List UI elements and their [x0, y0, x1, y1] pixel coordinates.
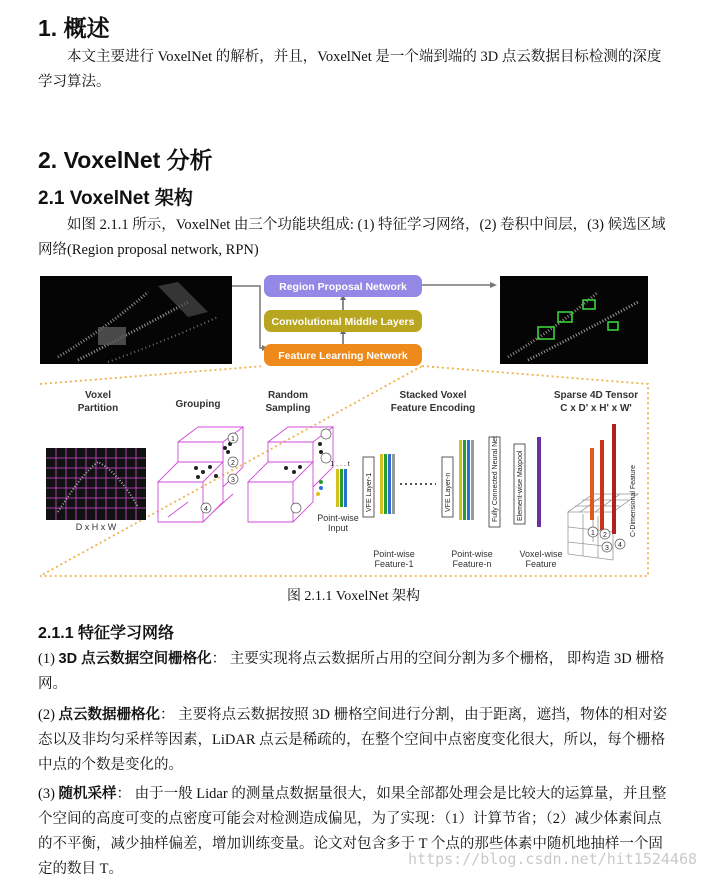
stage-grouping-label: Grouping [175, 399, 221, 410]
overview-paragraph: 本文主要进行 VoxelNet 的解析，并且，VoxelNet 是一个端到端的 3D 点云数据目标检测的深度学习算法。 [38, 49, 662, 90]
fcn-label: Fully Connected Neural Net [492, 436, 499, 522]
grouping-badge-3: 3 [231, 477, 235, 484]
stage-partition-label: Partition [77, 403, 119, 414]
vfe-layer-1-label: VFE Layer-1 [366, 472, 373, 512]
vwf-label-1: Voxel-wise [519, 549, 563, 559]
stage-random-label: Random [268, 390, 308, 401]
item-1-text: 主要实现将点云数据所占用的空间分割为多个栅格， 即构造 3D 栅格网。 [38, 651, 665, 692]
figure-caption: 图 2.1.1 VoxelNet 架构 [286, 589, 421, 604]
grouping-badge-1: 1 [231, 436, 235, 443]
item-2-num: (2) [38, 707, 55, 723]
cml-label: Convolutional Middle Layers [271, 316, 415, 328]
maxpool-label: Element-wise Maxpool [517, 450, 524, 521]
pointwise-input-label-1: Point-wise [317, 513, 359, 523]
voxelnet-architecture-figure [38, 272, 650, 578]
item-2-term: 点云数据栅格化 [58, 707, 161, 723]
tensor-badge-3: 3 [605, 545, 609, 552]
pointwise-feature-n-bars [459, 440, 474, 520]
architecture-paragraph: 如图 2.1.1 所示，VoxelNet 由三个功能块组成: (1) 特征学习网络，(2) 卷积中间层，(3) 候选区域网络(Region proposal network, RPN) [38, 217, 666, 258]
pwfn-label-1: Point-wise [451, 549, 493, 559]
heading-architecture: 2.1 VoxelNet 架构 [38, 188, 193, 209]
pwfn-label-2: Feature-n [452, 559, 492, 569]
item-1-sep: ： [211, 651, 227, 667]
dots-label: 1 . . . t [330, 461, 350, 468]
tensor-badge-4: 4 [618, 542, 622, 549]
grouping-badge-4: 4 [204, 506, 208, 513]
stage-svfe-label-1: Stacked Voxel [399, 390, 467, 401]
item-3-num: (3) [38, 786, 55, 802]
vfe-layer-n-label: VFE Layer-n [445, 472, 452, 512]
item-1 [38, 647, 668, 697]
vwf-label-2: Feature [525, 559, 557, 569]
item-1-term: 3D 点云数据空间栅格化 [58, 651, 212, 667]
tensor-bar-orange [590, 448, 594, 520]
stage-voxel-label: Voxel [85, 390, 111, 401]
watermark: https://blog.csdn.net/hit1524468 [408, 850, 697, 868]
arrow-input-to-fln [232, 286, 266, 348]
tensor-bar-red [600, 440, 604, 530]
pwf1-label-1: Point-wise [373, 549, 415, 559]
voxelwise-feature-bar [537, 437, 541, 527]
item-3-text: 由于一般 Lidar 的测量点数据量很大，如果全部都处理会是比较大的运算量，并且整个空间的高度可变的点密度可能会对检测造成偏见，为了实现：（1）计算节省；（2）减少体素间点的不平衡，减少抽样偏差，增加训练变量。论文对包含多于 T 个点的那些体素中随机地抽样一个固定的数目 T。 [38, 786, 667, 877]
pwf1-label-2: Feature-1 [374, 559, 414, 569]
fln-label: Feature Learning Network [278, 350, 408, 362]
grouping-badges [201, 433, 238, 513]
input-point-cloud-image [40, 276, 232, 364]
pointwise-input-label-2: Input [327, 523, 349, 533]
pointwise-feature-1-bars [380, 454, 395, 514]
tensor-bar-dark [612, 424, 616, 534]
stage-sampling-label: Sampling [265, 403, 311, 414]
heading-analysis: 2. VoxelNet 分析 [38, 147, 213, 173]
tensor-badge-1: 1 [591, 530, 595, 537]
stage-sparse-label-2: C x D' x H' x W' [560, 403, 632, 414]
item-2 [38, 703, 668, 778]
heading-feature-learning: 2.1.1 特征学习网络 [38, 625, 175, 642]
item-3-term: 随机采样 [58, 786, 117, 802]
item-1-num: (1) [38, 651, 55, 667]
stage-sparse-label-1: Sparse 4D Tensor [553, 390, 639, 401]
heading-overview: 1. 概述 [38, 15, 110, 41]
item-3-sep: ： [116, 786, 132, 802]
sampling-cubes [248, 427, 333, 522]
cdim-label: C-Dimensional Feature [630, 465, 637, 537]
grouping-points [194, 442, 232, 479]
output-detection-image [500, 276, 648, 364]
item-2-sep: ： [160, 707, 175, 723]
grid-dims-label: D x H x W [75, 522, 117, 532]
voxel-grid-image [46, 448, 146, 520]
stage-svfe-label-2: Feature Encoding [390, 403, 476, 414]
grouping-badge-2: 2 [231, 460, 235, 467]
tensor-badge-2: 2 [603, 532, 607, 539]
pointwise-input-bars [336, 469, 347, 507]
sampling-points [284, 442, 323, 474]
rpn-label: Region Proposal Network [279, 281, 407, 293]
item-2-text: 主要将点云数据按照 3D 栅格空间进行分割，由于距离，遮挡，物体的相对姿态以及非均匀采样等因素，LiDAR 点云是稀疏的，在整个空间中点密度变化很大，所以，每个栅格中点的个数是变化的。 [38, 707, 668, 773]
